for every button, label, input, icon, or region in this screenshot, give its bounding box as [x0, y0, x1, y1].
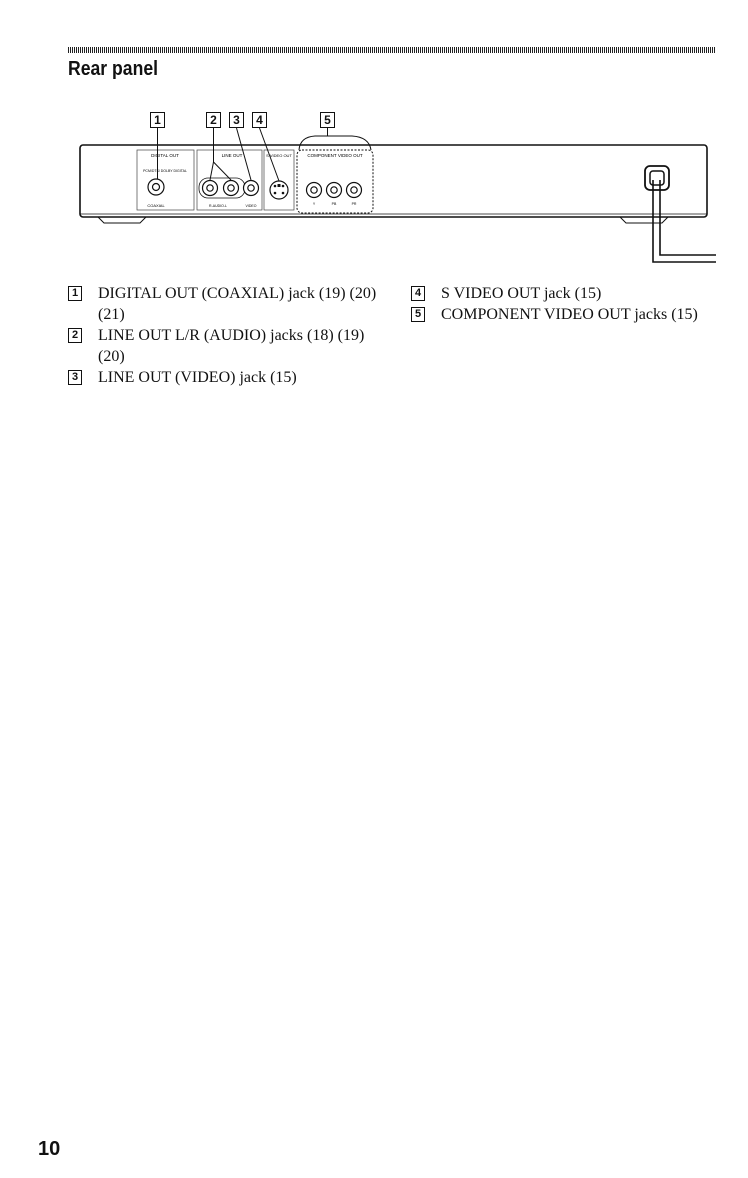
item-number: 4 [411, 286, 425, 301]
callout-2: 2 [206, 112, 221, 128]
section-heading: Rear panel [68, 58, 158, 80]
list-item [68, 367, 388, 388]
stereo-label: R-AUDIO-L [209, 204, 227, 208]
item-number: 5 [411, 307, 425, 322]
item-text: DIGITAL OUT (COAXIAL) jack (19) (20) (21) [98, 285, 377, 323]
digital-out-label: DIGITAL OUT [151, 153, 179, 158]
item-number: 1 [68, 286, 82, 301]
description-list-left [68, 283, 388, 388]
item-text: LINE OUT L/R (AUDIO) jacks (18) (19) (20) [98, 327, 365, 365]
item-number: 3 [68, 370, 82, 385]
callout-1: 1 [150, 112, 165, 128]
item-number: 2 [68, 328, 82, 343]
callout-3: 3 [229, 112, 244, 128]
video-label: VIDEO [245, 204, 257, 208]
page-number: 10 [38, 1138, 61, 1160]
list-item [68, 325, 388, 367]
list-item [68, 283, 388, 325]
pr-label: PR [351, 202, 357, 206]
y-label: Y [312, 202, 316, 206]
item-text: S VIDEO OUT jack (15) [441, 285, 602, 302]
description-list-right [411, 283, 711, 325]
item-text: COMPONENT VIDEO OUT jacks (15) [441, 306, 698, 323]
list-item [411, 304, 711, 325]
pb-label: PB [331, 202, 337, 206]
component-label: COMPONENT VIDEO OUT [307, 153, 363, 158]
coaxial-label: COAXIAL [147, 203, 165, 208]
s-video-jack [270, 181, 288, 199]
rear-panel-diagram [0, 0, 748, 280]
digital-sub-label: PCM/DTS/ DOLBY DIGITAL [143, 169, 187, 173]
line-out-label: LINE OUT [221, 153, 243, 158]
callout-4: 4 [252, 112, 267, 128]
s-video-label: S VIDEO OUT [266, 153, 292, 158]
item-text: LINE OUT (VIDEO) jack (15) [98, 369, 297, 386]
list-item [411, 283, 711, 304]
foot-left [98, 217, 146, 223]
callout-5: 5 [320, 112, 335, 128]
